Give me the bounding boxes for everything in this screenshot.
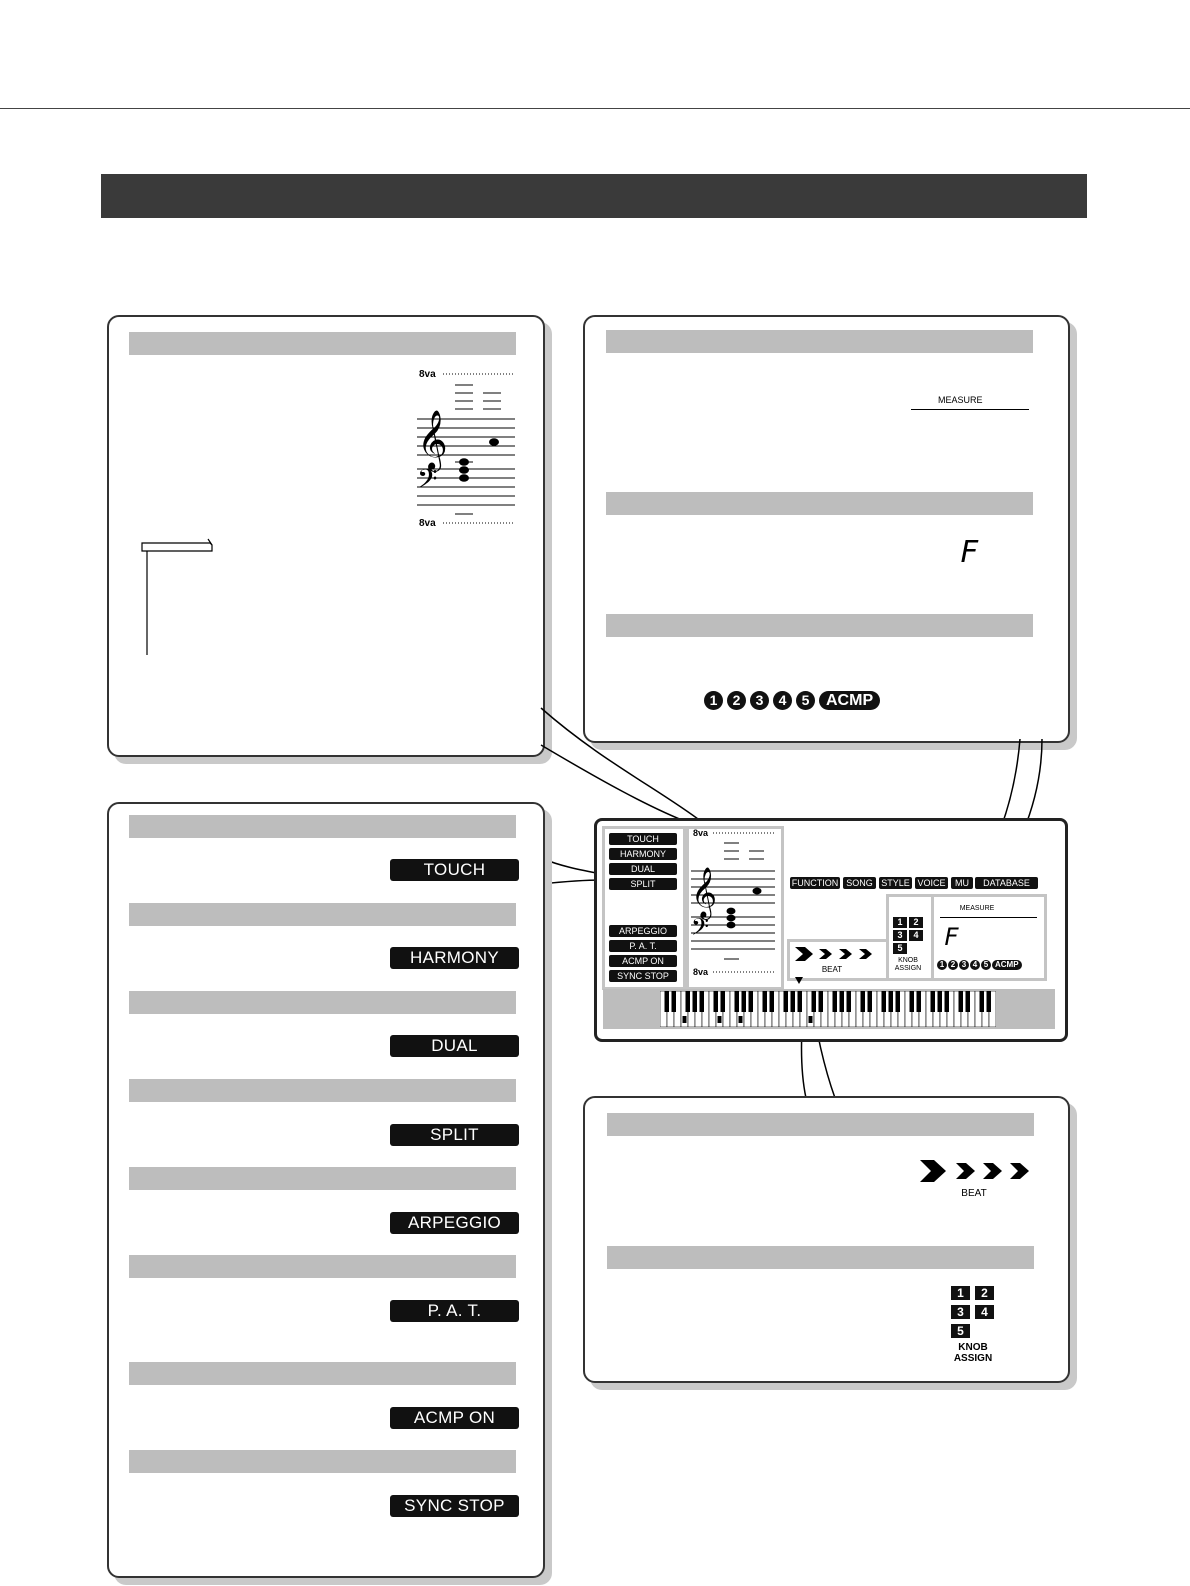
arpeggio-section-bar — [129, 1167, 516, 1190]
black-key — [784, 991, 789, 1012]
black-key — [672, 991, 677, 1012]
lcd-knob-label-2: ASSIGN — [894, 965, 922, 972]
black-key — [917, 991, 922, 1012]
lcd-mode-voice: VOICE — [915, 877, 948, 889]
lcd-mode-song: SONG — [843, 877, 876, 889]
key-marker — [739, 1016, 743, 1023]
octave-top-label: 8va — [419, 369, 436, 380]
black-key — [882, 991, 887, 1012]
black-key — [931, 991, 936, 1012]
touch-indicator: TOUCH — [390, 859, 519, 881]
pat-indicator: P. A. T. — [390, 1300, 519, 1322]
lcd-mode-multi: MU — [951, 877, 973, 889]
black-key — [798, 991, 803, 1012]
harmony-indicator: HARMONY — [390, 947, 519, 969]
lcd-chord: F — [944, 923, 959, 951]
black-key — [938, 991, 943, 1012]
black-key — [742, 991, 747, 1012]
black-key — [819, 991, 824, 1012]
black-key — [868, 991, 873, 1012]
lcd-keyboard — [660, 991, 996, 1027]
black-key — [763, 991, 768, 1012]
lcd-display — [594, 818, 1068, 1042]
pat-section-bar — [129, 1255, 516, 1278]
svg-text:8va: 8va — [693, 828, 709, 838]
acmp-track-icon: ACMP — [819, 691, 880, 710]
beat-label: BEAT — [961, 1188, 987, 1199]
sync-stop-section-bar — [129, 1450, 516, 1473]
harmony-section-bar — [129, 903, 516, 926]
lcd-knob-1: 1 — [893, 917, 907, 928]
knob-1-icon: 1 — [951, 1286, 970, 1300]
indicator-panel — [107, 802, 545, 1578]
lcd-track-2-icon: 2 — [948, 960, 958, 970]
track-3-icon: 3 — [750, 691, 769, 710]
key-marker — [718, 1016, 722, 1023]
lcd-mode-style: STYLE — [879, 877, 912, 889]
black-key — [665, 991, 670, 1012]
acmp-on-section-bar — [129, 1362, 516, 1385]
lcd-dual: DUAL — [609, 863, 677, 875]
black-key — [987, 991, 992, 1012]
lcd-pat: P. A. T. — [609, 940, 677, 952]
lcd-tracks — [937, 960, 1022, 970]
black-key — [791, 991, 796, 1012]
black-key — [721, 991, 726, 1012]
lcd-knob-5: 5 — [893, 943, 907, 954]
track-5-icon: 5 — [796, 691, 815, 710]
lcd-staff — [691, 827, 779, 987]
lcd-knob-2: 2 — [909, 917, 923, 928]
lcd-track-3-icon: 3 — [959, 960, 969, 970]
knob-3-icon: 3 — [951, 1305, 970, 1319]
knob-4-icon: 4 — [975, 1305, 994, 1319]
sync-stop-indicator: SYNC STOP — [390, 1495, 519, 1517]
black-key — [889, 991, 894, 1012]
svg-text:𝄢: 𝄢 — [691, 913, 710, 946]
svg-text:8va: 8va — [693, 967, 709, 977]
knob-2-icon: 2 — [975, 1286, 994, 1300]
lcd-beat-label: BEAT — [821, 965, 843, 974]
lcd-track-4-icon: 4 — [970, 960, 980, 970]
lcd-measure-label: MEASURE — [959, 905, 995, 912]
black-key — [980, 991, 985, 1012]
knob-label-2: ASSIGN — [953, 1353, 993, 1364]
black-key — [840, 991, 845, 1012]
touch-section-bar — [129, 815, 516, 838]
lcd-marker-icon — [795, 977, 805, 985]
lcd-knob-4: 4 — [909, 930, 923, 941]
black-key — [770, 991, 775, 1012]
knob-section-bar — [607, 1246, 1034, 1269]
black-key — [714, 991, 719, 1012]
svg-text:𝄞: 𝄞 — [691, 867, 718, 918]
beat-knob-panel — [583, 1096, 1070, 1383]
black-key — [910, 991, 915, 1012]
black-key — [812, 991, 817, 1012]
black-key — [749, 991, 754, 1012]
octave-bottom-label: 8va — [419, 518, 436, 529]
beat-section-bar — [607, 1113, 1034, 1136]
black-key — [735, 991, 740, 1012]
lcd-touch: TOUCH — [609, 833, 677, 845]
key-marker — [809, 1016, 813, 1023]
black-key — [700, 991, 705, 1012]
dual-indicator: DUAL — [390, 1035, 519, 1057]
lcd-sync-stop: SYNC STOP — [609, 970, 677, 982]
black-key — [959, 991, 964, 1012]
dual-section-bar — [129, 991, 516, 1014]
lcd-acmp-on: ACMP ON — [609, 955, 677, 967]
acmp-on-indicator: ACMP ON — [390, 1407, 519, 1429]
split-indicator: SPLIT — [390, 1124, 519, 1146]
track-1-icon: 1 — [704, 691, 723, 710]
black-key — [693, 991, 698, 1012]
lcd-harmony: HARMONY — [609, 848, 677, 860]
lcd-acmp-icon: ACMP — [992, 960, 1022, 970]
lcd-knob-label-1: KNOB — [898, 957, 918, 964]
svg-text:𝄞: 𝄞 — [417, 410, 448, 470]
measure-label: MEASURE — [938, 395, 983, 405]
black-key — [847, 991, 852, 1012]
split-section-bar — [129, 1079, 516, 1102]
black-key — [945, 991, 950, 1012]
knob-5-icon: 5 — [951, 1324, 970, 1338]
lcd-measure-rule — [940, 917, 1037, 918]
lcd-mode-database: DATABASE — [975, 877, 1038, 889]
lcd-split: SPLIT — [609, 878, 677, 890]
key-marker — [683, 1016, 687, 1023]
track-4-icon: 4 — [773, 691, 792, 710]
black-key — [686, 991, 691, 1012]
lcd-track-5-icon: 5 — [981, 960, 991, 970]
lcd-beat-arrows — [795, 945, 877, 963]
black-key — [896, 991, 901, 1012]
beat-arrows-icon — [920, 1158, 1036, 1184]
lcd-arpeggio: ARPEGGIO — [609, 925, 677, 937]
black-key — [966, 991, 971, 1012]
chord-readout: F — [960, 535, 979, 570]
svg-text:𝄢: 𝄢 — [417, 463, 438, 501]
knob-label-1: KNOB — [958, 1342, 988, 1353]
black-key — [833, 991, 838, 1012]
lcd-mode-function: FUNCTION — [791, 878, 839, 888]
lcd-track-1-icon: 1 — [937, 960, 947, 970]
arpeggio-indicator: ARPEGGIO — [390, 1212, 519, 1234]
track-2-icon: 2 — [727, 691, 746, 710]
lcd-knob-3: 3 — [893, 930, 907, 941]
black-key — [861, 991, 866, 1012]
